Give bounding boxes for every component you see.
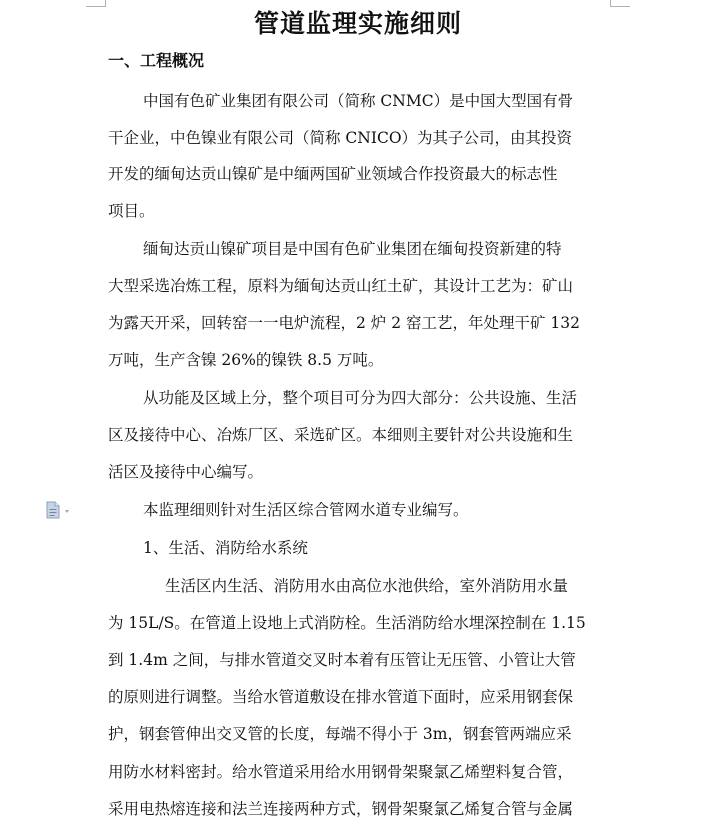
paragraph-line: 活区及接待中心编写。: [108, 463, 264, 481]
paragraph-line: 项目。: [108, 202, 155, 220]
paragraph-line: 区及接待中心、冶炼厂区、采选矿区。本细则主要针对公共设施和生: [108, 426, 574, 444]
paragraph-line: 开发的缅甸达贡山镍矿是中缅两国矿业领域合作投资最大的标志性: [108, 165, 558, 183]
paragraph-line: 大型采选冶炼工程，原料为缅甸达贡山红土矿，其设计工艺为：矿山: [108, 277, 574, 295]
paragraph-line: 为 15L/S。在管道上设地上式消防栓。生活消防给水埋深控制在 1.15: [108, 614, 586, 632]
paragraph-line: 采用电热熔连接和法兰连接两种方式，钢骨架聚氯乙烯复合管与金属: [108, 800, 574, 818]
paragraph-line: 从功能及区域上分，整个项目可分为四大部分：公共设施、生活: [143, 389, 578, 407]
paragraph-line: 用防水材料密封。给水管道采用给水用钢骨架聚氯乙烯塑料复合管，: [108, 763, 574, 781]
paragraph-line: 的原则进行调整。当给水管道敷设在排水管道下面时，应采用钢套保: [108, 688, 574, 706]
paragraph-line: 本监理细则针对生活区综合管网水道专业编写。: [143, 501, 469, 519]
paragraph-line: 缅甸达贡山镍矿项目是中国有色矿业集团在缅甸投资新建的特: [143, 240, 562, 258]
paragraph-line: 到 1.4m 之间，与排水管道交叉时本着有压管让无压管、小管让大管: [108, 651, 576, 669]
document-dropdown-icon[interactable]: [43, 500, 75, 520]
paragraph-line: 干企业，中色镍业有限公司（简称 CNICO）为其子公司，由其投资: [108, 129, 573, 147]
paragraph-line: 生活区内生活、消防用水由高位水池供给，室外消防用水量: [165, 577, 569, 595]
subsection-heading: 1、生活、消防给水系统: [143, 539, 308, 557]
paragraph-line: 为露天开采，回转窑一一电炉流程，2 炉 2 窑工艺，年处理干矿 132: [108, 314, 581, 332]
paragraph-line: 万吨，生产含镍 26%的镍铁 8.5 万吨。: [108, 351, 384, 369]
paragraph-line: 护，钢套管伸出交叉管的长度，每端不得小于 3m，钢套管两端应采: [108, 725, 572, 743]
document-title: 管道监理实施细则: [253, 9, 462, 38]
section-heading: 一、工程概况: [108, 51, 205, 70]
paragraph-line: 中国有色矿业集团有限公司（简称 CNMC）是中国大型国有骨: [143, 92, 574, 110]
